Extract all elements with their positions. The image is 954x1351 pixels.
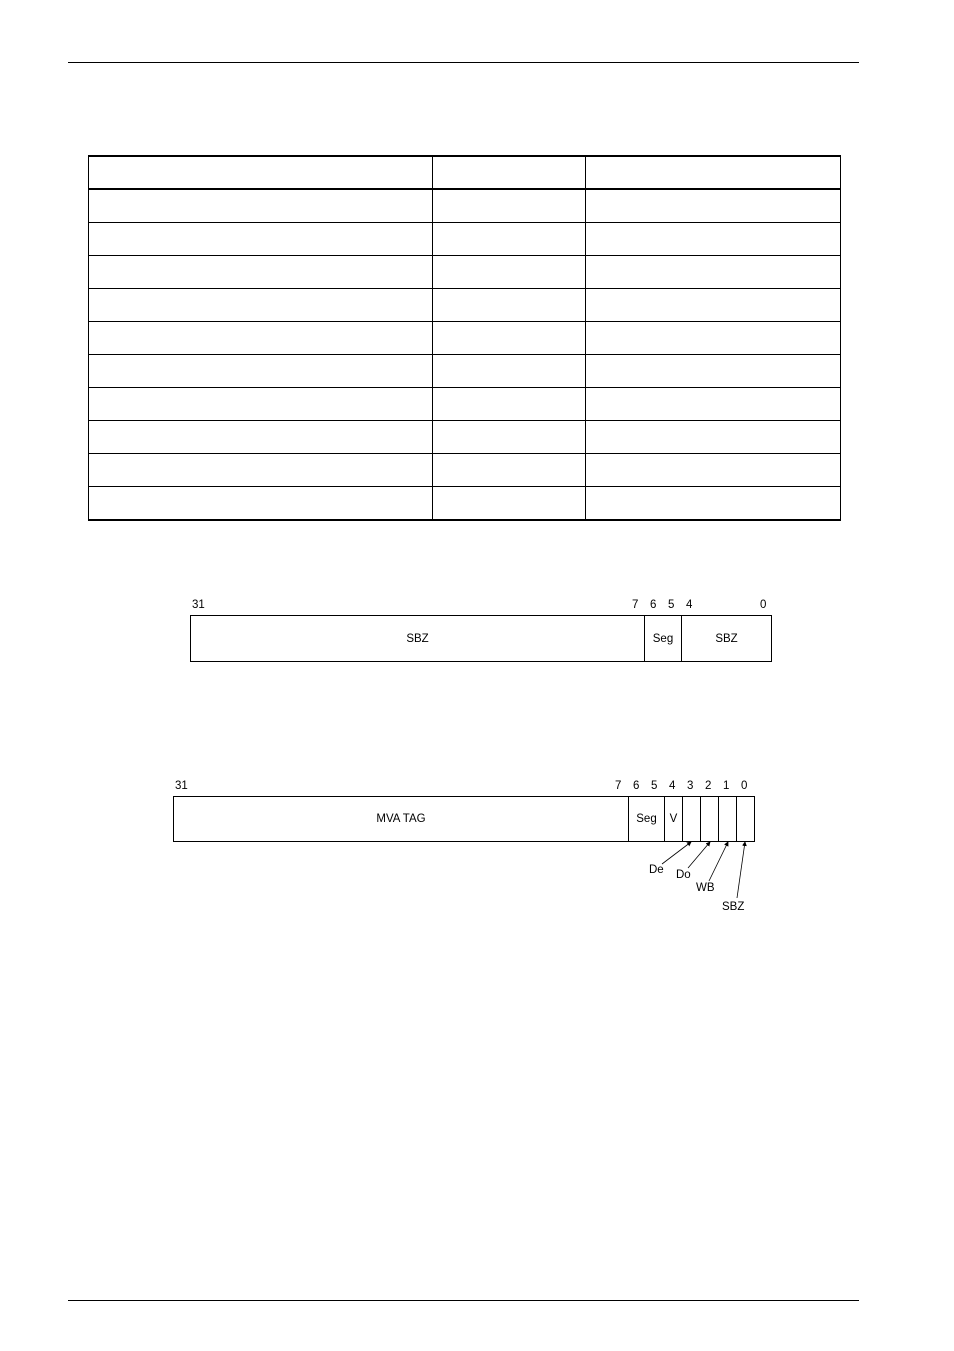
arrow-wb xyxy=(709,842,728,881)
arrow-de xyxy=(662,842,691,864)
arrow-sbz xyxy=(737,842,745,898)
bit-number: 3 xyxy=(687,780,694,792)
bit-number: 6 xyxy=(633,780,640,792)
callout-label: WB xyxy=(696,882,715,894)
arrow-do xyxy=(688,842,710,868)
bit-number: 5 xyxy=(651,780,658,792)
field-v: V xyxy=(664,796,683,842)
bit-number: 4 xyxy=(686,599,693,611)
bit-number: 2 xyxy=(705,780,712,792)
bit-number: 0 xyxy=(741,780,748,792)
field-sbz-high: SBZ xyxy=(190,615,645,662)
callout-label: De xyxy=(649,864,664,876)
field-seg: Seg xyxy=(644,615,682,662)
bit-number: 0 xyxy=(760,599,767,611)
bit-number: 31 xyxy=(175,780,188,792)
bit-number: 6 xyxy=(650,599,657,611)
bit-number: 4 xyxy=(669,780,676,792)
footer-rule xyxy=(68,1300,859,1301)
bit-number: 1 xyxy=(723,780,730,792)
bit-number: 7 xyxy=(615,780,622,792)
field-seg: Seg xyxy=(628,796,665,842)
field-sbz-low: SBZ xyxy=(681,615,772,662)
callout-label: Do xyxy=(676,869,691,881)
field-mva-tag: MVA TAG xyxy=(173,796,629,842)
bit-number: 31 xyxy=(192,599,205,611)
bit-number: 7 xyxy=(632,599,639,611)
callout-label: SBZ xyxy=(722,901,745,913)
bit-number: 5 xyxy=(668,599,675,611)
